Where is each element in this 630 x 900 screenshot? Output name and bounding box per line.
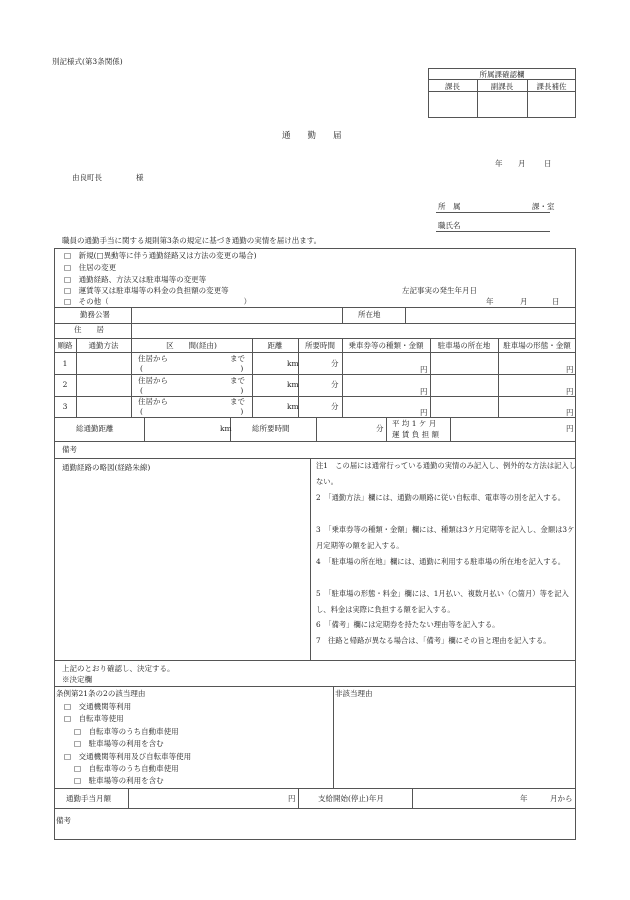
form-title: 通 勤 届	[282, 131, 342, 141]
article-item-parking[interactable]: □ 駐車場等の利用を含む	[74, 739, 164, 748]
route-row-km: km	[287, 380, 299, 389]
avg-fare-label-1: 平 均 1 ケ 月	[392, 419, 437, 428]
reason-residence-change[interactable]: □ 住居の変更	[64, 263, 117, 272]
date-year: 年	[495, 159, 503, 168]
note-6: 6 「備考」欄には定期券を持たない理由等を記入する。	[316, 620, 500, 629]
name-underline	[436, 231, 550, 232]
route-row-parking-yen: 円	[566, 408, 574, 417]
note-3: 3 「乗車券等の種類・金額」欄には、種類は3ケ月定期等を記入し、金額は3ケ月定期等の額を記入する。	[316, 525, 575, 550]
date-day: 日	[544, 159, 552, 168]
route-row-via: ( )	[140, 407, 244, 416]
article-item-transport[interactable]: □ 交通機関等利用	[64, 702, 132, 711]
route-row-from: 住居から	[138, 354, 168, 363]
route-row-via: ( )	[140, 386, 244, 395]
route-map-label: 通勤経路の略図(経路朱線)	[62, 463, 151, 472]
article-item-car-2[interactable]: □ 自転車等のうち自動車使用	[74, 764, 179, 773]
route-header-method: 通勤方法	[88, 341, 119, 350]
bottom-remarks-label: 備考	[56, 816, 71, 825]
route-row-parking-yen: 円	[566, 387, 574, 396]
note-7: 7 往路と帰路が異なる場合は、「備考」欄にその旨と理由を記入する。	[316, 636, 551, 645]
route-row-ticket-yen: 円	[420, 408, 428, 417]
total-distance-label: 総通勤距離	[76, 424, 114, 433]
affiliation-label: 所 属	[438, 202, 461, 211]
route-row-km: km	[287, 402, 299, 411]
route-row-km: km	[287, 359, 299, 368]
note-2: 2 「通勤方法」欄には、通勤の順路に従い自転車、電車等の別を記入する。	[316, 493, 566, 502]
confirm-col-deputy-chief: 副課長	[490, 82, 514, 91]
article-label: 条例第21条の2の該当理由	[56, 689, 146, 698]
non-applicable-label: 非該当理由	[335, 689, 373, 698]
addressee-honorific: 様	[136, 173, 144, 182]
reason-other[interactable]: □ その他（ ）	[64, 297, 252, 306]
route-row-from: 住居から	[138, 376, 168, 385]
occurrence-month: 月	[520, 297, 528, 306]
allowance-label: 通勤手当月額	[66, 794, 111, 803]
article-item-parking-2[interactable]: □ 駐車場等の利用を含む	[74, 776, 164, 785]
avg-fare-unit: 円	[566, 424, 574, 433]
location-label: 所在地	[358, 310, 381, 319]
residence-label: 住 居	[74, 325, 104, 334]
article-item-car[interactable]: □ 自転車等のうち自動車使用	[74, 727, 179, 736]
confirm-col-assistant-chief: 課長補佐	[536, 82, 567, 91]
route-row-via: ( )	[140, 364, 244, 373]
allowance-start-month: 月から	[550, 794, 573, 803]
addressee-name: 由良町長	[72, 173, 102, 182]
occurrence-year: 年	[486, 297, 494, 306]
confirm-col-section-chief: 課長	[445, 82, 460, 91]
route-row-parking-yen: 円	[566, 365, 574, 374]
route-row-to: まで	[230, 397, 245, 406]
reason-fare-change[interactable]: □ 運賃等又は駐車場等の料金の負担額の変更等	[64, 286, 229, 295]
route-header-parking-fee: 駐車場の形態・金額	[503, 341, 571, 350]
reason-new[interactable]: □ 新規(□異動等に伴う通勤経路又は方法の変更の場合)	[64, 251, 257, 260]
route-header-order: 順路	[57, 341, 73, 350]
article-item-bicycle[interactable]: □ 自転車等使用	[64, 714, 124, 723]
workplace-label: 勤務公署	[80, 310, 110, 319]
route-row-ticket-yen: 円	[420, 365, 428, 374]
total-time-label: 総所要時間	[252, 424, 290, 433]
intro-text: 職員の通勤手当に関する規則第3条の規定に基づき通勤の実情を届け出ます。	[62, 236, 322, 245]
allowance-start-label: 支給開始(停止)年月	[318, 794, 384, 803]
occurrence-label: 左記事実の発生年月日	[402, 286, 477, 295]
remarks-label: 備考	[62, 445, 77, 454]
reason-route-change[interactable]: □ 通勤経路、方法又は駐車場等の変更等	[64, 275, 207, 284]
route-row-number: 1	[62, 359, 68, 368]
route-header-distance: 距離	[267, 341, 283, 350]
affiliation-underline	[436, 212, 550, 213]
route-header-time: 所要時間	[305, 341, 335, 350]
route-header-ticket: 乗車券等の種類・金額	[348, 341, 424, 350]
route-row-to: まで	[230, 354, 245, 363]
route-header-parking-location: 駐車場の所在地	[437, 341, 491, 350]
occurrence-day: 日	[552, 297, 560, 306]
route-row-to: まで	[230, 376, 245, 385]
route-row-min: 分	[331, 380, 339, 389]
confirm-text: 上記のとおり確認し、決定する。	[62, 664, 175, 673]
article-item-transport-and-bicycle[interactable]: □ 交通機関等利用及び自転車等使用	[64, 752, 192, 761]
date-month: 月	[518, 159, 526, 168]
note-5: 5 「駐車場の形態・料金」欄には、1月払い、複数月払い（○箇月）等を記入し、料金は実際に負担する額を記入する。	[316, 589, 569, 614]
name-label: 職氏名	[438, 221, 461, 230]
total-time-unit: 分	[376, 424, 384, 433]
route-row-min: 分	[331, 402, 339, 411]
route-row-from: 住居から	[138, 397, 168, 406]
form-reference: 別記様式(第3条関係)	[52, 57, 123, 66]
route-row-ticket-yen: 円	[420, 387, 428, 396]
route-row-number: 3	[62, 402, 68, 411]
allowance-start-year: 年	[520, 794, 528, 803]
route-row-min: 分	[331, 359, 339, 368]
avg-fare-label-2: 運 賃 負 担 額	[392, 430, 440, 439]
decision-label: ※決定欄	[62, 675, 92, 684]
total-distance-unit: km	[220, 424, 232, 433]
note-4: 4 「駐車場の所在地」欄には、通勤に利用する駐車場の所在地を記入する。	[316, 557, 566, 566]
affiliation-suffix: 課・室	[532, 202, 555, 211]
route-header-section: 区 間(経由)	[166, 341, 217, 350]
route-row-number: 2	[62, 380, 68, 389]
confirm-box-title: 所属課確認欄	[479, 70, 525, 79]
allowance-unit: 円	[288, 794, 296, 803]
note-1: 注1 この届には通常行っている通勤の実情のみ記入し、例外的な方法は記入しない。	[316, 461, 577, 486]
